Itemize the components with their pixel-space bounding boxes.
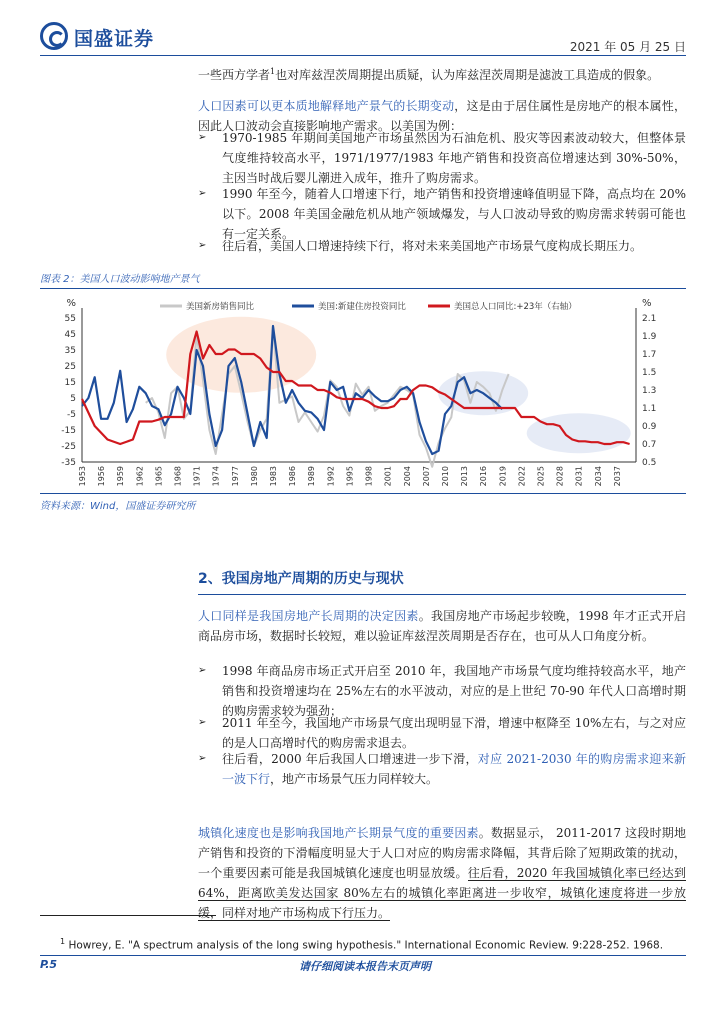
china-bullet-2 <box>198 713 686 753</box>
x-tick-label: 2016 <box>479 466 489 487</box>
right-tick-label: 1.5 <box>642 368 657 378</box>
arrow-bullet-icon: ➢ <box>198 717 207 728</box>
left-tick-label: 35 <box>64 346 76 356</box>
china-bullet-3-text <box>222 749 686 789</box>
china-bullet-1 <box>198 661 686 721</box>
legend-label: 美国总人口同比:+23年（右轴） <box>454 302 577 312</box>
x-tick-label: 1965 <box>154 466 164 487</box>
x-tick-label: 2013 <box>460 466 470 487</box>
left-tick-label: -15 <box>61 426 76 436</box>
china-bullet-3-highlight: 对应 2021-2030 年的购房需求迎来新一波下行 <box>222 752 686 786</box>
x-tick-label: 2034 <box>593 466 603 487</box>
china-bullet-3 <box>198 749 686 789</box>
china-bullet-2-text: 2011 年至今，我国地产市场景气度出现明显下滑，增速中枢降至 10%左右，与之对应的是人口高增时代的购房需求退去。 <box>222 716 686 750</box>
x-tick-label: 1986 <box>288 466 298 487</box>
right-tick-label: 2.1 <box>642 314 657 324</box>
china-text: 。我国房地产市场起步较晚，1998 年才正式开启商品房市场，数据时长较短，难以验证库兹涅茨周期是否存在，也可从人口角度分析。 <box>198 609 686 643</box>
x-tick-label: 1962 <box>135 466 145 487</box>
footnote-number: 1 <box>60 937 66 946</box>
right-axis-label: % <box>642 298 652 309</box>
left-tick-label: 55 <box>64 314 76 324</box>
left-tick-label: 25 <box>64 362 76 372</box>
us-bullet-1-text: 1970-1985 年期间美国地产市场虽然因为石油危机、股灾等因素波动较大，但整体景气度维持较高水平，1971/1977/1983 年地产销售和投资高位增速达到 30%-50%，主因当时战后婴儿潮进入成年，推升了购房需求。 <box>222 131 686 185</box>
x-tick-label: 2031 <box>574 466 584 487</box>
legend-label: 美国:新建住房投资同比 <box>318 302 406 312</box>
left-tick-label: -5 <box>67 410 76 420</box>
highlight-region <box>527 413 631 453</box>
china-bullet-1-text: 1998 年商品房市场正式开启至 2010 年，我国地产市场景气度均维持较高水平，地产销售和投资增速均在 25%左右的水平波动，对应的是上世纪 70-90 年代人口高增时期的购房需求较为强劲； <box>222 664 686 718</box>
urbanization-text: 。数据显示， 2011-2017 这段时期地产销售和投资的下滑幅度明显大于人口对应的购房需求降幅，其背后除了短期政策的扰动，一个重要因素可能是我国城镇化速度也明显放缓。 <box>198 826 686 880</box>
x-tick-label: 1992 <box>326 466 336 487</box>
urbanization-paragraph <box>198 823 686 923</box>
x-tick-label: 2019 <box>498 466 508 487</box>
x-tick-label: 2007 <box>421 466 431 487</box>
footnote <box>60 937 663 952</box>
china-highlight: 人口同样是我国房地产长周期的决定因素 <box>198 609 419 623</box>
intro-text-b: 也对库兹涅茨周期提出质疑，认为库兹涅茨周期是滤波工具造成的假象。 <box>275 68 660 82</box>
footnote-divider <box>40 915 216 916</box>
header-divider <box>40 55 686 56</box>
us-bullet-2 <box>198 184 686 244</box>
disclaimer-note[interactable]: 请仔细阅读本报告末页声明 <box>299 960 431 973</box>
population-highlight: 人口因素可以更本质地解释地产景气的长期变动 <box>198 99 455 113</box>
us-bullet-3-text: 往后看，美国人口增速持续下行，将对未来美国地产市场景气度构成长期压力。 <box>222 239 643 253</box>
x-tick-label: 1959 <box>116 466 126 487</box>
arrow-bullet-icon: ➢ <box>198 240 207 251</box>
right-tick-label: 0.9 <box>642 422 657 432</box>
footnote-ref[interactable]: 1 <box>270 67 276 76</box>
x-tick-label: 1977 <box>230 466 240 487</box>
x-tick-label: 1995 <box>345 466 355 487</box>
x-tick-label: 1956 <box>97 466 107 487</box>
x-tick-label: 1980 <box>249 466 259 487</box>
urbanization-underlined: 往后看，2020 年我国城镇化率已经达到 64%，距离欧美发达国家 80%左右的城镇化率距离进一步收窄，城镇化速度将进一步放缓，同样对地产市场构成下行压力。 <box>198 866 686 920</box>
population-housing-chart <box>40 290 686 490</box>
population-text: ，这是由于居住属性是房地产的根本属性，因此人口波动会直接影响地产需求。以美国为例： <box>198 99 686 133</box>
brand-logo <box>40 22 170 52</box>
legend-label: 美国新房销售同比 <box>186 302 255 312</box>
chart-bottom-rule <box>40 493 686 494</box>
right-tick-label: 1.3 <box>642 386 657 396</box>
logo-icon <box>40 22 68 50</box>
intro-text-a: 一些西方学者 <box>198 68 271 82</box>
china-bullet-3-text-b: ，地产市场景气压力同样较大。 <box>270 772 439 786</box>
left-tick-label: 45 <box>64 330 76 340</box>
us-bullet-2-text: 1990 年至今，随着人口增速下行，地产销售和投资增速峰值明显下降，高点均在 20%以下。2008 年美国金融危机从地产领域爆发，与人口波动导致的购房需求转弱可能也有一定关系。 <box>222 187 686 241</box>
chart-source: 资料来源：Wind，国盛证券研究所 <box>40 501 196 512</box>
right-tick-label: 0.7 <box>642 440 657 450</box>
x-tick-label: 2037 <box>612 466 622 487</box>
x-tick-label: 2004 <box>402 466 412 487</box>
x-tick-label: 1953 <box>78 466 87 487</box>
chart-caption: 图表 2：美国人口波动影响地产景气 <box>40 274 200 285</box>
report-date: 2021 年 05 月 25 日 <box>569 40 686 54</box>
x-tick-label: 2028 <box>555 466 565 487</box>
left-tick-label: 15 <box>64 378 76 388</box>
footnote-text: Howrey, E. "A spectrum analysis of the long swing hypothesis." International Economic Review. 9:228-252. 1968. <box>68 939 664 952</box>
arrow-bullet-icon: ➢ <box>198 132 207 143</box>
intro-paragraph <box>198 62 686 85</box>
left-tick-label: 5 <box>70 394 76 404</box>
arrow-bullet-icon: ➢ <box>198 753 207 764</box>
china-paragraph <box>198 606 686 646</box>
arrow-bullet-icon: ➢ <box>198 188 207 199</box>
left-tick-label: -35 <box>61 458 76 468</box>
x-tick-label: 1998 <box>364 466 374 487</box>
arrow-bullet-icon: ➢ <box>198 665 207 676</box>
right-tick-label: 1.7 <box>642 350 657 360</box>
x-tick-label: 1971 <box>192 466 202 487</box>
x-tick-label: 1989 <box>307 466 317 487</box>
footer-divider <box>40 955 686 956</box>
left-axis-label: % <box>66 298 76 309</box>
x-tick-label: 2010 <box>440 466 450 487</box>
right-tick-label: 0.5 <box>642 458 657 468</box>
chart-top-rule <box>40 288 686 289</box>
urbanization-highlight: 城镇化速度也是影响我国地产长期景气度的重要因素 <box>198 826 479 840</box>
right-tick-label: 1.1 <box>642 404 657 414</box>
section-title: 2、我国房地产周期的历史与现状 <box>198 571 404 587</box>
x-tick-label: 1974 <box>211 466 221 487</box>
page-number: P.5 <box>40 958 58 971</box>
left-tick-label: -25 <box>61 442 76 452</box>
x-tick-label: 2001 <box>383 466 393 487</box>
right-tick-label: 1.9 <box>642 332 657 342</box>
brand-name: 国盛证券 <box>74 28 155 50</box>
us-bullet-3 <box>198 236 686 256</box>
section-divider <box>198 594 686 595</box>
x-tick-label: 2025 <box>536 466 546 487</box>
x-tick-label: 1983 <box>269 466 279 487</box>
us-bullet-1 <box>198 128 686 188</box>
china-bullet-3-text-a: 往后看，2000 年后我国人口增速进一步下滑， <box>222 752 478 766</box>
x-tick-label: 1968 <box>173 466 183 487</box>
x-tick-label: 2022 <box>517 466 527 487</box>
